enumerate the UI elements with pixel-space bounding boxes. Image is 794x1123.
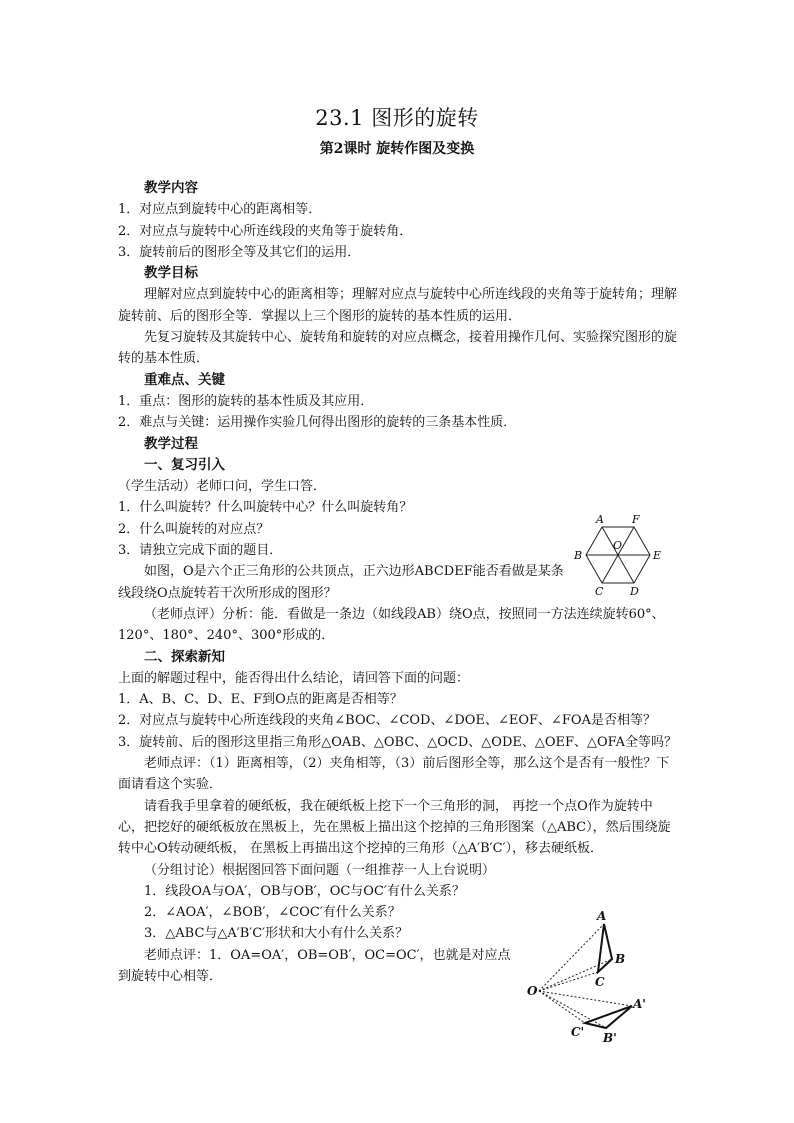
section-heading-goals: 教学目标 bbox=[144, 265, 198, 282]
tri-label-o: O bbox=[527, 984, 538, 998]
content-item-3: 3．旋转前后的图形全等及其它们的运用． bbox=[118, 244, 361, 260]
segment-oa-prime bbox=[539, 991, 632, 1006]
explore-comment bbox=[118, 753, 678, 796]
tri-label-b: B bbox=[615, 952, 626, 966]
group-item-2: 2．∠AOA′，∠BOB′，∠COC′有什么关系？ bbox=[144, 905, 401, 921]
hex-label-o: O bbox=[613, 539, 623, 552]
explore-comment-text: 老师点评：（1）距离相等，（2）夹角相等，（3）前后图形全等，那么这个是否有一般性？下面请看这个实验． bbox=[118, 756, 670, 793]
group-item-3: 3．△ABC与△A′B′C′形状和大小有什么关系？ bbox=[144, 926, 409, 942]
explore-intro: 上面的解题过程中，能否得出什么结论，请回答下面的问题： bbox=[118, 670, 470, 686]
final-comment-text: 老师点评：1．OA=OA′，OB=OB′，OC=OC′，也就是对应点到旋转中心相等． bbox=[118, 947, 511, 984]
review-item-1: （学生活动）老师口问，学生口答． bbox=[118, 479, 327, 495]
group-item-1: 1．线段OA与OA′，OB与OB′，OC与OC′有什么关系？ bbox=[144, 883, 465, 899]
tri-label-c-prime: C' bbox=[571, 1025, 585, 1039]
triangle-abc-prime bbox=[585, 1006, 632, 1028]
key-item-1: 1．重点：图形的旋转的基本性质及其应用． bbox=[118, 393, 374, 409]
goals-paragraph-1 bbox=[118, 284, 678, 327]
review-item-3: 2．什么叫旋转的对应点？ bbox=[118, 521, 270, 537]
hex-label-a: A bbox=[596, 513, 604, 526]
section-heading-review: 一、复习引入 bbox=[144, 456, 225, 473]
tri-label-a-prime: A' bbox=[633, 997, 646, 1011]
hexagon-figure bbox=[570, 512, 670, 602]
review-question-text: 如图，O是六个正三角形的公共顶点，正六边形ABCDEF能否看做是某条线段绕O点旋转若干次所形成的图形？ bbox=[118, 564, 564, 601]
section-heading-key: 重难点、关键 bbox=[144, 371, 225, 388]
tri-label-b-prime: B' bbox=[603, 1031, 617, 1045]
hex-label-e: E bbox=[653, 549, 662, 562]
explore-item-3: 3．旋转前、后的图形这里指三角形△OAB、△OBC、△OCD、△ODE、△OEF、△OFA全等吗？ bbox=[118, 734, 677, 750]
review-comment-text: （老师点评）分析：能．看做是一条边（如线段AB）绕O点，按照同一方法连续旋转60°、120°、180°、240°、300°形成的． bbox=[118, 606, 665, 644]
section-heading-process: 教学过程 bbox=[144, 435, 198, 452]
segment-oc-prime bbox=[539, 991, 585, 1023]
review-comment bbox=[118, 604, 678, 647]
section-heading-content: 教学内容 bbox=[144, 180, 198, 196]
tri-label-c: C bbox=[595, 975, 605, 989]
rotation-figure bbox=[525, 908, 655, 1048]
review-question bbox=[118, 561, 573, 604]
hex-label-b: B bbox=[574, 549, 583, 562]
hex-label-d: D bbox=[630, 585, 639, 598]
tri-label-a: A bbox=[597, 909, 607, 923]
goals-text-2: 先复习旋转及其旋转中心、旋转角和旋转的对应点概念，接着用操作几何、实验探究图形的旋转的基本性质． bbox=[118, 330, 678, 367]
hex-label-f: F bbox=[632, 513, 640, 526]
final-comment bbox=[118, 945, 518, 988]
experiment-paragraph bbox=[118, 796, 678, 860]
goals-text-1: 理解对应点到旋转中心的距离相等；理解对应点与旋转中心所连线段的夹角等于旋转角；理解旋转前、后的图形全等．掌握以上三个图形的旋转的基本性质的运用． bbox=[118, 287, 678, 324]
explore-item-1: 1．A、B、C、D、E、F到O点的距离是否相等？ bbox=[118, 692, 403, 708]
page-title: 23.1 图形的旋转 bbox=[315, 106, 479, 130]
hex-label-c: C bbox=[595, 585, 604, 598]
content-item-1: 1．对应点到旋转中心的距离相等． bbox=[118, 202, 322, 218]
content-item-2: 2．对应点与旋转中心所连线段的夹角等于旋转角． bbox=[118, 223, 413, 239]
group-discussion: （分组讨论）根据图回答下面问题（一组推荐一人上台说明） bbox=[144, 862, 496, 878]
review-item-4: 3．请独立完成下面的题目． bbox=[118, 543, 283, 559]
review-item-2: 1．什么叫旋转？什么叫旋转中心？什么叫旋转角？ bbox=[118, 500, 413, 516]
goals-paragraph-2 bbox=[118, 327, 678, 370]
explore-item-2: 2．对应点与旋转中心所连线段的夹角∠BOC、∠COD、∠DOE、∠EOF、∠FOA是否相等？ bbox=[118, 713, 656, 729]
section-heading-explore: 二、探索新知 bbox=[144, 648, 225, 665]
page-subtitle: 第2课时 旋转作图及变换 bbox=[319, 141, 475, 157]
experiment-text: 请看我手里拿着的硬纸板，我在硬纸板上挖下一个三角形的洞， 再挖一个点O作为旋转中心，把挖好的硬纸板放在黑板上，先在黑板上描出这个挖掉的三角形图案（△ABC），然后围绕旋转中心O转动硬纸板， 在黑板上再描出这个挖掉的三角形（△A′B′C′），移去硬纸板． bbox=[118, 798, 671, 857]
key-item-2: 2．难点与关键：运用操作实验几何得出图形的旋转的三条基本性质． bbox=[118, 415, 517, 431]
triangle-abc bbox=[598, 924, 612, 972]
